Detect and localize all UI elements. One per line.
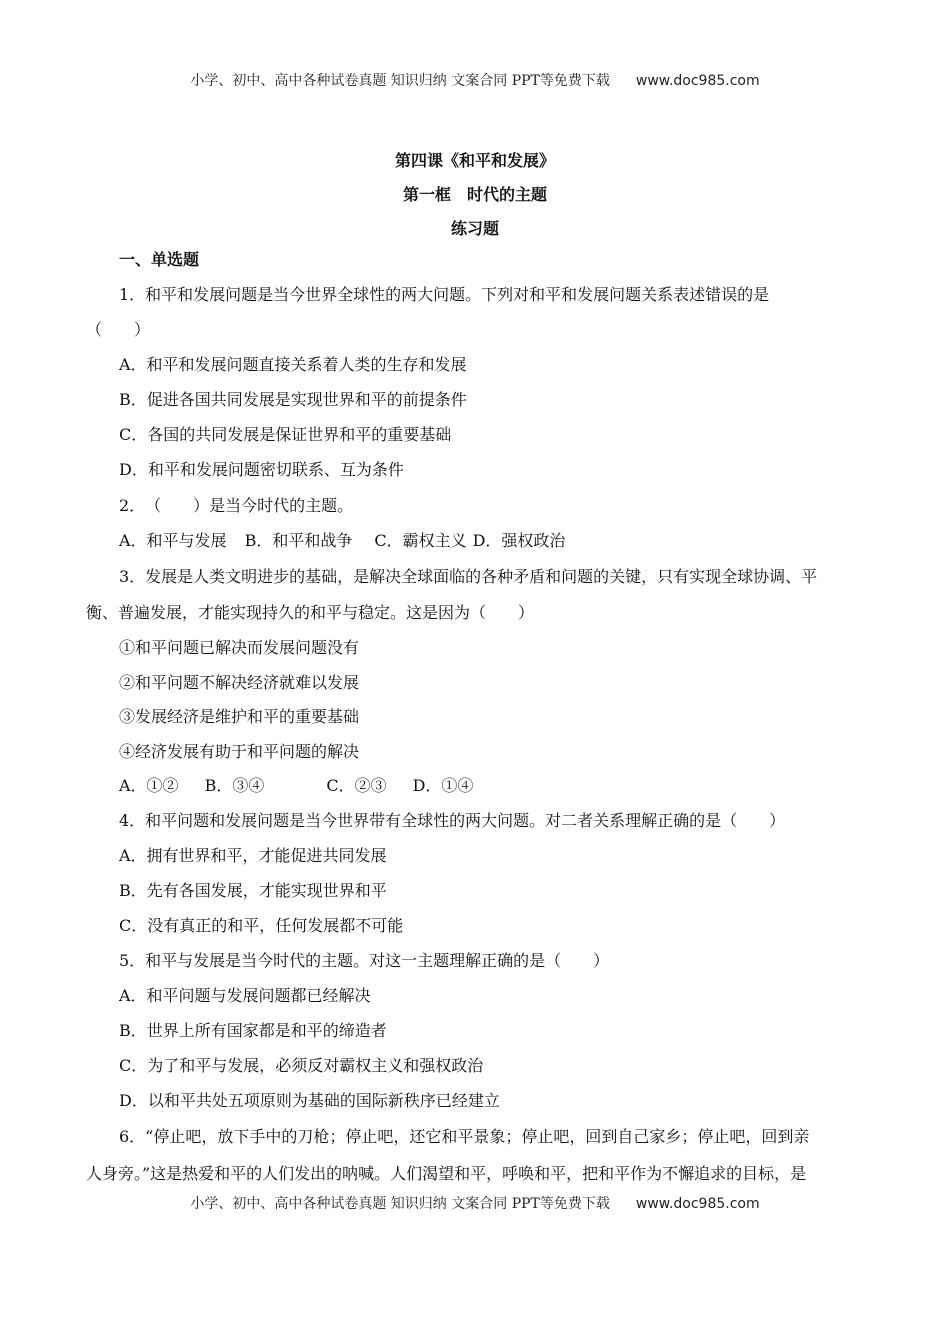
page-header [0,70,950,90]
q5-option-d: D．以和平共处五项原则为基础的国际新秩序已经建立 [119,1091,500,1110]
q5-stem: 5．和平与发展是当今时代的主题。对这一主题理解正确的是（ ） [119,951,610,970]
q5-option-c: C．为了和平与发展，必须反对霸权主义和强权政治 [119,1056,484,1075]
q4-option-a: A．拥有世界和平，才能促进共同发展 [119,846,387,865]
footer-site[interactable]: www.doc985.com [635,1196,760,1212]
q2-options [119,531,565,551]
q5-option-b: B．世界上所有国家都是和平的缔造者 [119,1021,387,1040]
exercise-title: 练习题 [450,219,499,238]
q2-option-c: C．霸权主义 [374,531,467,550]
q3-statement-2: ②和平问题不解决经济就难以发展 [119,673,360,692]
header-site[interactable]: www.doc985.com [635,73,760,89]
q1-option-b: B．促进各国共同发展是实现世界和平的前提条件 [119,390,467,409]
footer-text: 小学、初中、高中各种试卷真题 知识归纳 文案合同 PPT等免费下载 [190,1196,610,1212]
q4-option-b: B．先有各国发展，才能实现世界和平 [119,881,387,900]
q4-stem: 4．和平问题和发展问题是当今世界带有全球性的两大问题。对二者关系理解正确的是（ ） [119,811,786,830]
section-heading: 一、单选题 [119,250,200,269]
header-text: 小学、初中、高中各种试卷真题 知识归纳 文案合同 PPT等免费下载 [190,73,610,89]
page-footer [0,1193,950,1213]
q1-stem-cont: （ ） [86,320,151,339]
q2-option-b: B．和平和战争 [244,531,353,550]
q3-option-d: D．①④ [412,776,474,795]
lesson-title: 第四课《和平和发展》 [394,151,555,170]
q2-stem: 2． （ ）是当今时代的主题。 [119,496,354,515]
q2-option-a: A．和平与发展 [119,531,227,550]
q3-statement-1: ①和平问题已解决而发展问题没有 [119,638,360,657]
q3-stem-cont: 衡、普遍发展，才能实现持久的和平与稳定。这是因为（ ） [86,603,535,622]
q1-option-d: D．和平和发展问题密切联系、互为条件 [119,460,404,479]
q3-option-c: C．②③ [326,776,387,795]
q3-stem: 3．发展是人类文明进步的基础，是解决全球面临的各种矛盾和问题的关键，只有实现全球协调、平 [119,567,818,586]
frame-title: 第一框 时代的主题 [402,185,547,204]
q2-option-d: D．强权政治 [472,531,566,550]
q1-option-a: A．和平和发展问题直接关系着人类的生存和发展 [119,355,467,374]
q4-option-c: C．没有真正的和平，任何发展都不可能 [119,916,404,935]
q1-stem: 1．和平和发展问题是当今世界全球性的两大问题。下列对和平和发展问题关系表述错误的是 [119,285,770,304]
q5-option-a: A．和平问题与发展问题都已经解决 [119,986,371,1005]
q3-options [119,776,473,796]
q3-statement-4: ④经济发展有助于和平问题的解决 [119,742,360,761]
q3-option-a: A．①② [119,776,179,795]
q6-stem-cont: 人身旁。”这是热爱和平的人们发出的呐喊。人们渴望和平，呼唤和平，把和平作为不懈追求的目标，是 [86,1164,807,1183]
q6-stem: 6．“停止吧，放下手中的刀枪；停止吧，还它和平景象；停止吧，回到自己家乡；停止吧，回到亲 [119,1127,810,1146]
q1-option-c: C．各国的共同发展是保证世界和平的重要基础 [119,425,452,444]
q3-option-b: B．③④ [204,776,265,795]
q3-statement-3: ③发展经济是维护和平的重要基础 [119,707,360,726]
